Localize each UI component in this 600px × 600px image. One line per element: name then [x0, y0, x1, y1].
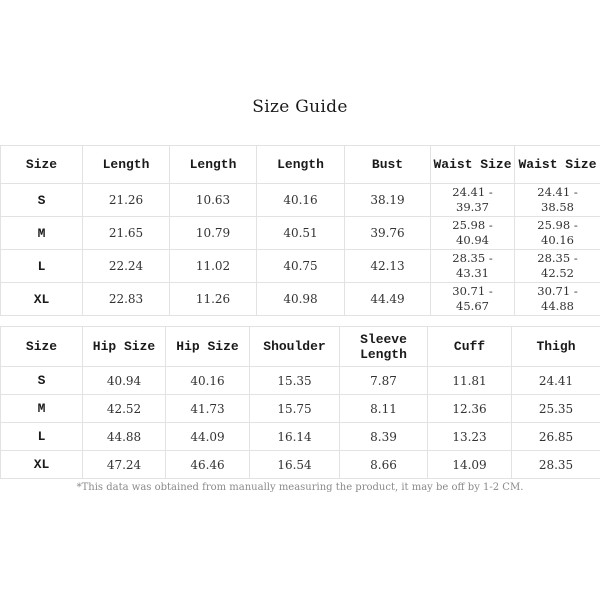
value-cell: 41.73 [166, 395, 250, 423]
value-line: 28.35 - [537, 251, 578, 265]
value-cell: 8.39 [340, 423, 428, 451]
value-cell [431, 184, 515, 217]
value-cell: 26.85 [512, 423, 600, 451]
value-cell: 7.87 [340, 367, 428, 395]
value-cell: 44.09 [166, 423, 250, 451]
value-cell: 28.35 [512, 451, 600, 479]
value-cell: 8.66 [340, 451, 428, 479]
value-cell: 14.09 [428, 451, 512, 479]
value-cell: 40.98 [257, 283, 345, 316]
size-label: XL [1, 283, 83, 316]
header-cell: Waist Size [431, 146, 515, 184]
table-header-row [1, 327, 600, 367]
value-line: 44.88 [541, 299, 574, 313]
value-cell: 15.75 [250, 395, 340, 423]
value-cell: 42.13 [345, 250, 431, 283]
value-cell: 40.94 [83, 367, 166, 395]
value-cell: 22.24 [83, 250, 170, 283]
header-cell: Length [257, 146, 345, 184]
value-cell: 46.46 [166, 451, 250, 479]
measurement-note: *This data was obtained from manually measuring the product, it may be off by 1-2 CM. [76, 482, 524, 493]
header-cell: Size [1, 327, 83, 367]
table-row [1, 423, 600, 451]
value-cell [431, 217, 515, 250]
value-line: 40.16 [541, 233, 574, 247]
value-cell: 13.23 [428, 423, 512, 451]
value-cell: 38.19 [345, 184, 431, 217]
header-cell: Shoulder [250, 327, 340, 367]
header-cell: Bust [345, 146, 431, 184]
size-label: L [1, 250, 83, 283]
value-cell: 10.63 [170, 184, 257, 217]
value-line: 24.41 - [537, 185, 578, 199]
header-line: Sleeve [360, 331, 407, 347]
value-cell: 10.79 [170, 217, 257, 250]
table-row [1, 217, 600, 250]
header-cell: Length [83, 146, 170, 184]
value-line: 43.31 [456, 266, 489, 280]
value-cell: 40.75 [257, 250, 345, 283]
value-line: 25.98 - [537, 218, 578, 232]
size-label: XL [1, 451, 83, 479]
value-cell: 44.88 [83, 423, 166, 451]
page-title: Size Guide [252, 97, 348, 117]
value-cell: 40.16 [257, 184, 345, 217]
value-line: 45.67 [456, 299, 489, 313]
header-line: Length [360, 346, 407, 362]
header-cell: Hip Size [166, 327, 250, 367]
header-cell: Thigh [512, 327, 600, 367]
value-cell: 12.36 [428, 395, 512, 423]
header-cell: Cuff [428, 327, 512, 367]
value-cell [431, 283, 515, 316]
value-cell: 8.11 [340, 395, 428, 423]
header-cell [340, 327, 428, 367]
size-label: M [1, 395, 83, 423]
value-cell [431, 250, 515, 283]
value-cell: 21.26 [83, 184, 170, 217]
value-cell [515, 283, 600, 316]
value-cell: 24.41 [512, 367, 600, 395]
table-row [1, 283, 600, 316]
table-header-row [1, 146, 600, 184]
value-cell: 21.65 [83, 217, 170, 250]
size-label: M [1, 217, 83, 250]
value-cell: 47.24 [83, 451, 166, 479]
value-cell: 25.35 [512, 395, 600, 423]
value-cell [515, 250, 600, 283]
value-cell: 22.83 [83, 283, 170, 316]
header-cell: Size [1, 146, 83, 184]
table-row [1, 184, 600, 217]
value-cell: 40.51 [257, 217, 345, 250]
value-cell [515, 217, 600, 250]
value-cell: 39.76 [345, 217, 431, 250]
value-line: 30.71 - [452, 284, 493, 298]
value-line: 42.52 [541, 266, 574, 280]
header-cell: Waist Size [515, 146, 600, 184]
table-row [1, 367, 600, 395]
value-cell: 40.16 [166, 367, 250, 395]
value-cell: 11.26 [170, 283, 257, 316]
value-line: 38.58 [541, 200, 574, 214]
value-cell: 42.52 [83, 395, 166, 423]
table-row [1, 395, 600, 423]
table-row [1, 451, 600, 479]
value-cell: 15.35 [250, 367, 340, 395]
value-cell: 44.49 [345, 283, 431, 316]
size-label: S [1, 184, 83, 217]
value-line: 28.35 - [452, 251, 493, 265]
value-cell: 11.81 [428, 367, 512, 395]
value-cell: 11.02 [170, 250, 257, 283]
size-table-bottom [0, 326, 600, 479]
header-cell: Hip Size [83, 327, 166, 367]
value-line: 25.98 - [452, 218, 493, 232]
table-row [1, 250, 600, 283]
size-label: L [1, 423, 83, 451]
value-line: 39.37 [456, 200, 489, 214]
header-cell: Length [170, 146, 257, 184]
size-table-top [0, 145, 600, 316]
size-label: S [1, 367, 83, 395]
value-line: 40.94 [456, 233, 489, 247]
value-cell: 16.14 [250, 423, 340, 451]
value-cell [515, 184, 600, 217]
value-line: 30.71 - [537, 284, 578, 298]
value-line: 24.41 - [452, 185, 493, 199]
value-cell: 16.54 [250, 451, 340, 479]
